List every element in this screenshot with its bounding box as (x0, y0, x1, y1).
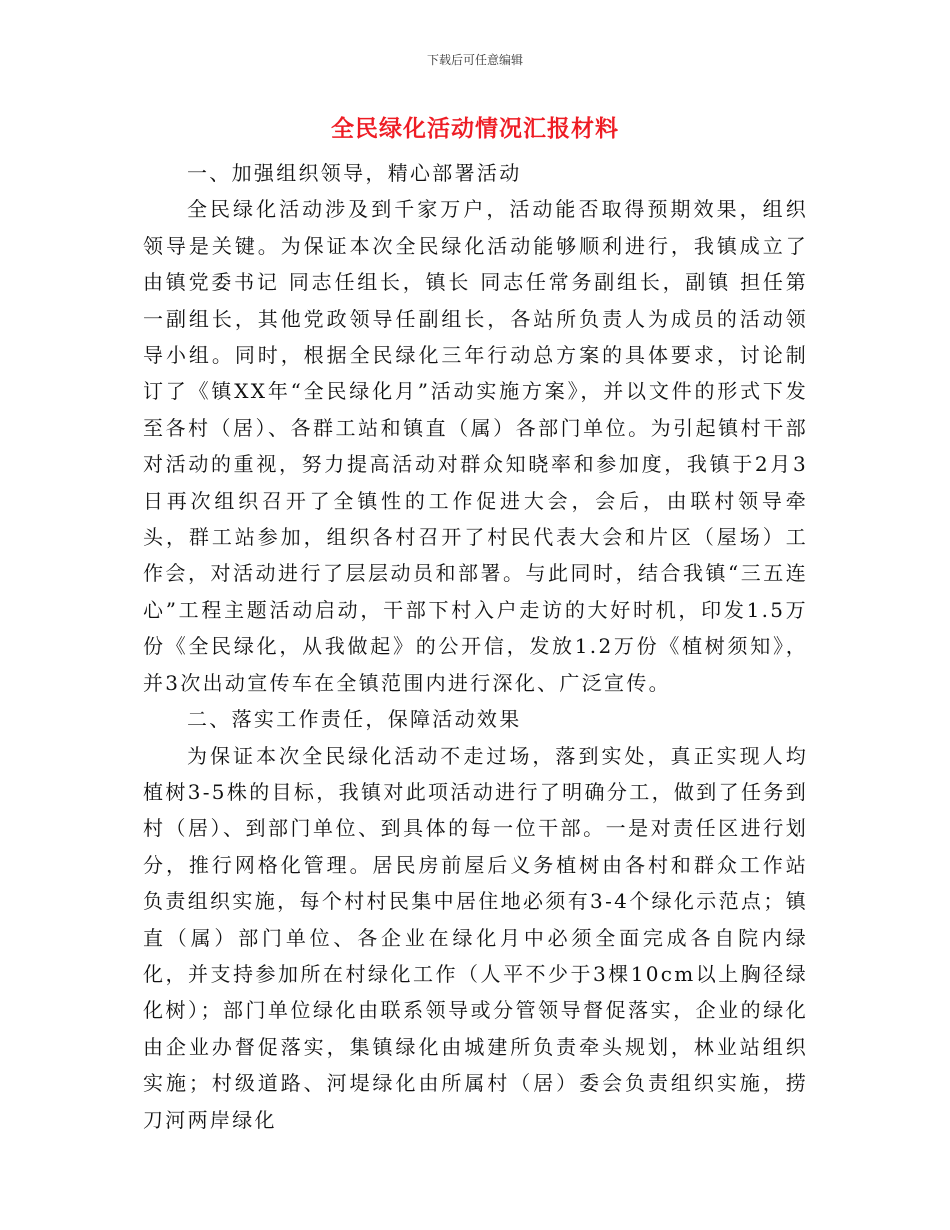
body-paragraph-2: 为保证本次全民绿化活动不走过场，落到实处，真正实现人均植树3-5株的目标，我镇对此项活动进行了明确分工，做到了任务到村（居）、到部门单位、到具体的每一位干部。一是对责任区进行划分，推行网格化管理。居民房前屋后义务植树由各村和群众工作站负责组织实施，每个村村民集中居住地必须有3-4个绿化示范点；镇直（属）部门单位、各企业在绿化月中必须全面完成各自院内绿化，并支持参加所在村绿化工作（人平不少于3棵10cm以上胸径绿化树）；部门单位绿化由联系领导或分管领导督促落实，企业的绿化由企业办督促落实，集镇绿化由城建所负责牵头规划，林业站组织实施；村级道路、河堤绿化由所属村（居）委会负责组织实施，捞刀河两岸绿化 (143, 743, 808, 1132)
document-body (143, 155, 808, 1138)
section-heading-1: 一、加强组织领导，精心部署活动 (187, 161, 522, 185)
section-heading-2: 二、落实工作责任，保障活动效果 (187, 707, 522, 732)
document-title: 全民绿化活动情况汇报材料 (331, 115, 619, 142)
page-header: 下载后可任意编辑 (426, 53, 523, 67)
body-paragraph-1: 全民绿化活动涉及到千家万户，活动能否取得预期效果，组织领导是关键。为保证本次全民绿化活动能够顺利进行，我镇成立了由镇党委书记 同志任组长，镇长 同志任常务副组长，副镇 担任第一副组长，其他党政领导任副组长，各站所负责人为成员的活动领导小组。同时，根据全民绿化三年行动总方案的具体要求，讨论制订了《镇XX年“全民绿化月”活动实施方案》，并以文件的形式下发至各村（居）、各群工站和镇直（属）各部门单位。为引起镇村干部对活动的重视，努力提高活动对群众知晓率和参加度，我镇于2月3日再次组织召开了全镇性的工作促进大会，会后，由联村领导牵头，群工站参加，组织各村召开了村民代表大会和片区（屋场）工作会，对活动进行了层层动员和部署。与此同时，结合我镇“三五连心”工程主题活动启动，干部下村入户走访的大好时机，印发1.5万份《全民绿化，从我做起》的公开信，发放1.2万份《植树须知》，并3次出动宣传车在全镇范围内进行深化、广泛宣传。 (143, 197, 808, 695)
